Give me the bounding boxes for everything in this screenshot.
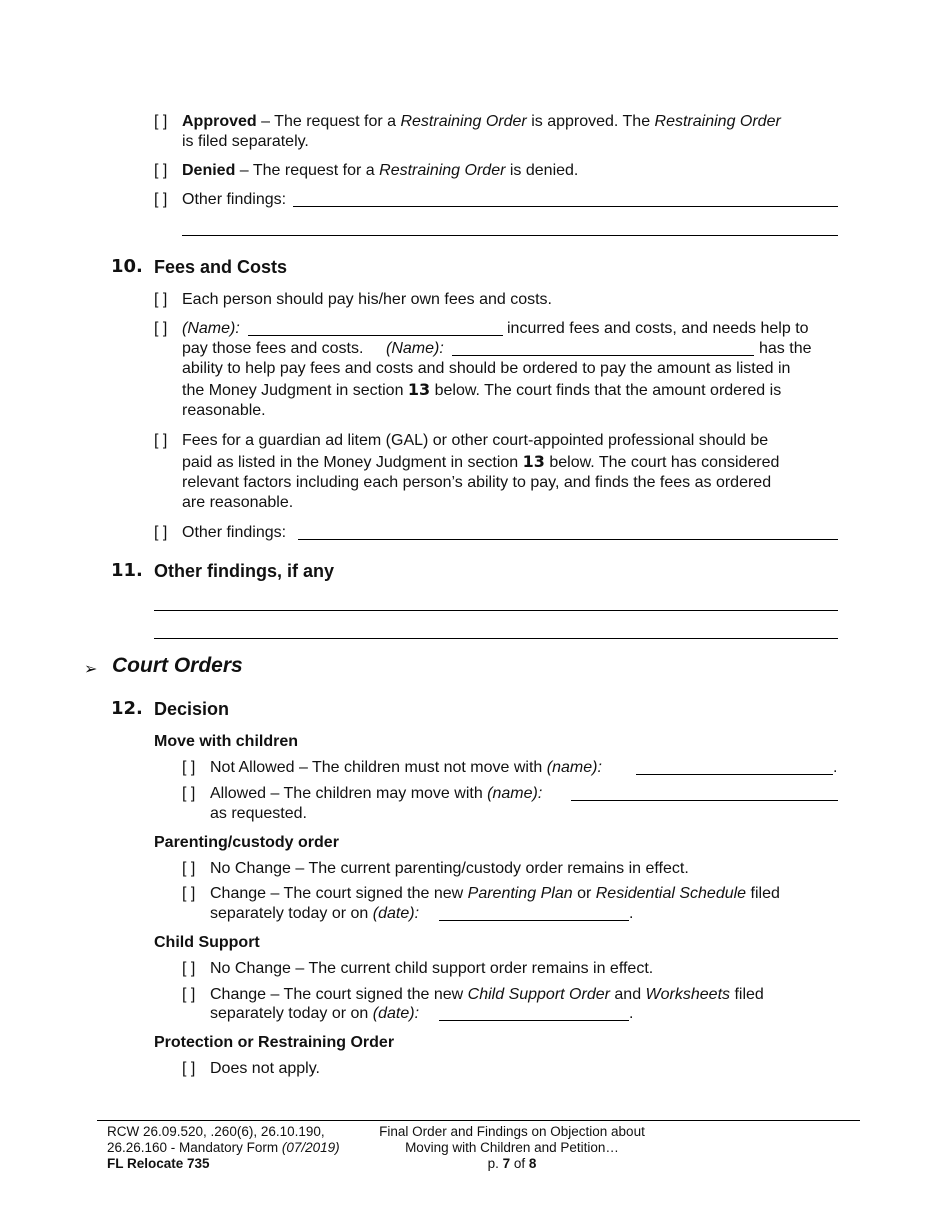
other-findings-10-checkbox[interactable]: [ ] bbox=[154, 524, 168, 541]
has-the-text: has the bbox=[759, 340, 812, 357]
not-allowed-period: . bbox=[833, 759, 838, 776]
footer-title-1: Final Order and Findings on Objection about bbox=[379, 1124, 645, 1139]
other-findings-11-field-2[interactable] bbox=[154, 638, 838, 639]
support-change-checkbox[interactable]: [ ] bbox=[182, 986, 196, 1003]
move-heading: Move with children bbox=[154, 733, 299, 750]
court-orders-heading: Court Orders bbox=[112, 654, 243, 677]
parenting-no-change-checkbox[interactable]: [ ] bbox=[182, 860, 196, 877]
parenting-heading: Parenting/custody order bbox=[154, 834, 339, 851]
support-no-change-text: No Change – The current child support order remains in effect. bbox=[210, 960, 654, 977]
protection-heading: Protection or Restraining Order bbox=[154, 1034, 395, 1051]
support-no-change-checkbox[interactable]: [ ] bbox=[182, 960, 196, 977]
support-period: . bbox=[629, 1005, 634, 1022]
gal-text-4: are reasonable. bbox=[182, 494, 294, 511]
support-date-field[interactable] bbox=[439, 1020, 629, 1021]
not-allowed-name-field[interactable] bbox=[636, 774, 833, 775]
approved-text-line2: is filed separately. bbox=[182, 133, 309, 150]
approved-text: Approved – The request for a Restraining Order is approved. The Restraining Order bbox=[182, 113, 781, 130]
allowed-name-field[interactable] bbox=[571, 800, 838, 801]
parenting-date-field[interactable] bbox=[439, 920, 629, 921]
ability-text: ability to help pay fees and costs and should be ordered to pay the amount as listed in bbox=[182, 360, 791, 377]
parenting-change-checkbox[interactable]: [ ] bbox=[182, 885, 196, 902]
gal-text-2: paid as listed in the Money Judgment in section 13 below. The court has considered bbox=[182, 452, 780, 471]
name-field-1[interactable] bbox=[248, 335, 503, 336]
other-findings-10-label: Other findings: bbox=[182, 524, 287, 541]
section-12-title: Decision bbox=[154, 699, 230, 719]
own-fees-text: Each person should pay his/her own fees and costs. bbox=[182, 291, 552, 308]
section-12-number: 12. bbox=[111, 698, 143, 719]
footer-form-id: FL Relocate 735 bbox=[107, 1156, 210, 1171]
other-findings-9-field-2[interactable] bbox=[182, 235, 838, 236]
allowed-checkbox[interactable]: [ ] bbox=[182, 785, 196, 802]
gal-fees-checkbox[interactable]: [ ] bbox=[154, 432, 168, 449]
footer-rule bbox=[97, 1120, 860, 1121]
section-10-number: 10. bbox=[111, 256, 143, 277]
not-allowed-text: Not Allowed – The children must not move with (name): bbox=[210, 759, 602, 776]
allowed-text: Allowed – The children may move with (name): bbox=[210, 785, 543, 802]
denied-text: Denied – The request for a Restraining Order is denied. bbox=[182, 162, 579, 179]
child-support-heading: Child Support bbox=[154, 934, 260, 951]
support-change-text: Change – The court signed the new Child Support Order and Worksheets filed bbox=[210, 986, 764, 1003]
protection-not-apply-checkbox[interactable]: [ ] bbox=[182, 1060, 196, 1077]
as-requested-text: as requested. bbox=[210, 805, 307, 822]
section-11-title: Other findings, if any bbox=[154, 561, 335, 581]
section-11-number: 11. bbox=[111, 560, 143, 581]
name-field-2[interactable] bbox=[452, 355, 754, 356]
other-findings-11-field[interactable] bbox=[154, 610, 838, 611]
money-judgment-text: the Money Judgment in section 13 below. The court finds that the amount ordered is bbox=[182, 380, 782, 399]
parenting-period: . bbox=[629, 905, 634, 922]
denied-checkbox[interactable]: [ ] bbox=[154, 162, 168, 179]
reasonable-text: reasonable. bbox=[182, 402, 266, 419]
parenting-no-change-text: No Change – The current parenting/custody order remains in effect. bbox=[210, 860, 689, 877]
not-allowed-checkbox[interactable]: [ ] bbox=[182, 759, 196, 776]
other-findings-9-label: Other findings: bbox=[182, 191, 287, 208]
other-findings-10-field[interactable] bbox=[298, 539, 838, 540]
footer-page-number: p. 7 of 8 bbox=[487, 1156, 537, 1171]
support-separately-text: separately today or on (date): bbox=[210, 1005, 420, 1022]
footer-rcw-1: RCW 26.09.520, .260(6), 26.10.190, bbox=[107, 1124, 325, 1139]
section-10-title: Fees and Costs bbox=[154, 257, 288, 277]
incurred-text: incurred fees and costs, and needs help to bbox=[507, 320, 809, 337]
footer-title-2: Moving with Children and Petition… bbox=[405, 1140, 619, 1155]
other-findings-9-field[interactable] bbox=[293, 206, 838, 207]
gal-text-1: Fees for a guardian ad litem (GAL) or other court-appointed professional should be bbox=[182, 432, 769, 449]
own-fees-checkbox[interactable]: [ ] bbox=[154, 291, 168, 308]
parenting-change-text: Change – The court signed the new Parenting Plan or Residential Schedule filed bbox=[210, 885, 780, 902]
footer-rcw-2: 26.26.160 - Mandatory Form (07/2019) bbox=[107, 1140, 340, 1155]
arrow-icon: ➢ bbox=[84, 661, 98, 678]
help-fees-checkbox[interactable]: [ ] bbox=[154, 320, 168, 337]
name-label-2: (Name): bbox=[386, 340, 444, 357]
protection-not-apply-text: Does not apply. bbox=[210, 1060, 320, 1077]
other-findings-9-checkbox[interactable]: [ ] bbox=[154, 191, 168, 208]
approved-checkbox[interactable]: [ ] bbox=[154, 113, 168, 130]
gal-text-3: relevant factors including each person’s ability to pay, and finds the fees as ordered bbox=[182, 474, 772, 491]
pay-those-text: pay those fees and costs. bbox=[182, 340, 364, 357]
name-label-1: (Name): bbox=[182, 320, 240, 337]
parenting-separately-text: separately today or on (date): bbox=[210, 905, 420, 922]
